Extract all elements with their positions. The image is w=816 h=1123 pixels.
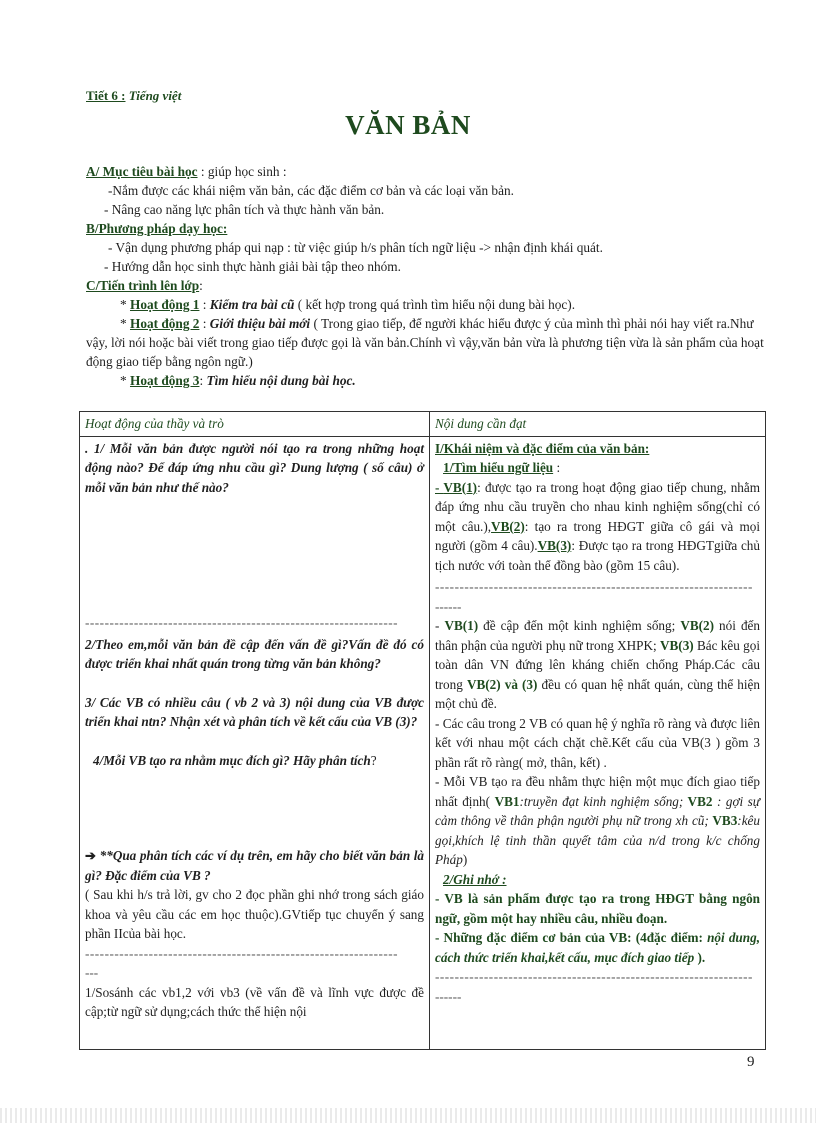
- activity-2-sep: :: [199, 316, 210, 331]
- activity-1-name: Kiểm tra bài cũ: [209, 297, 295, 312]
- analysis-structure: - Các câu trong 2 VB có quan hệ ý nghĩa rõ ràng và được liên kết với nhau một cách chặt chẽ.Kết cấu của VB(3 ) gồm 3 phần rất rõ ràng( mở, thân, kết) .: [435, 715, 760, 770]
- lesson-header: [86, 88, 181, 104]
- p3-text: - Mỗi VB tạo ra đều nhằm thực hiện một mục đích giao tiếp nhất định(: [435, 774, 760, 809]
- p1-vb23: VB(2) và (3): [466, 676, 538, 692]
- p1-vb1: VB(1): [444, 618, 479, 633]
- memo-2: [435, 928, 760, 967]
- activity-1: * Hoạt động 1 : Kiểm tra bài cũ ( kết hợp trong quá trình tìm hiểu nội dung bài học).: [120, 297, 576, 312]
- col-header-activities: Hoạt động của thầy và trò: [80, 412, 430, 437]
- activity-2-label: Hoạt động 2: [129, 316, 200, 331]
- summary-question-text: **Qua phân tích các ví dụ trên, em hãy cho biết văn bản là gì? Đặc điểm của VB ?: [85, 848, 424, 883]
- divider-cont: ------: [435, 988, 462, 1004]
- activity-2-text: ( Trong giao tiếp, để người khác hiểu được ý của mình thì phải nói hay viết ra.Như vậy, lời nói hoặc bài viết trong giao tiếp được gọi là văn bản.Chính vì vậy,văn bản vừa là phương tiện vừa là sản phẩm của hoạt động giao tiếp bằng ngôn ngữ.): [86, 316, 764, 369]
- p1-text-1: đề cập đến một kinh nghiệm sống;: [478, 618, 681, 633]
- vb1-text: : được tạo ra trong hoạt động giao tiếp chung, nhằm đáp ứng nhu cầu truyền cho nhau kinh nghiệm sống(chỉ có một câu.),: [435, 479, 761, 534]
- summary-note: ( Sau khi h/s trả lời, gv cho 2 đọc phần ghi nhớ trong sách giáo khoa và yêu cầu các em học thuộc).GVtiếp tục chuyển ý sang phần IIcủa bài học.: [85, 887, 424, 941]
- activity-1-text: ( kết hợp trong quá trình tìm hiểu nội dung bài học).: [294, 297, 576, 312]
- divider-cont: ------: [435, 598, 462, 614]
- question-5: 1/Sosánh các vb1,2 với vb3 (về vấn đề và lĩnh vực được đề cập;từ ngữ sử dụng;cách thức thể hiện nội: [85, 984, 424, 1019]
- table-row: [80, 436, 766, 1049]
- method-heading: B/Phương pháp dạy học:: [86, 221, 228, 236]
- memo-2-lead: - Những đặc điểm cơ bản của VB: (4đặc điểm:: [435, 930, 708, 945]
- left-column: [80, 436, 430, 1049]
- activity-3-sep: :: [199, 373, 207, 388]
- question-4-text: 4/Mỗi VB tạo ra nhằm mục đích gì? Hãy phân tích: [93, 752, 371, 768]
- question-4-end: ?: [370, 752, 377, 768]
- analysis-purpose: [435, 772, 760, 870]
- procedure-heading: C/Tiến trình lên lớp: [86, 278, 200, 293]
- memo-2-features: nội dung, cách thức triển khai,kết cấu, mục đích giao tiếp: [435, 930, 760, 965]
- footer-texture: [0, 1108, 816, 1123]
- activity-2-name: Giới thiệu bài mới: [209, 316, 311, 331]
- procedure-line: [86, 276, 766, 295]
- memo-2-end: ).: [694, 949, 706, 965]
- divider: ----------------------------------------------------------------: [85, 615, 399, 630]
- activity-3-name: Tìm hiểu nội dung bài học.: [206, 373, 356, 388]
- divider: -----------------------------------------------------------------: [435, 969, 753, 984]
- right-column: [430, 436, 766, 1049]
- arrow-icon: ➔: [85, 848, 97, 863]
- p1-dash: -: [435, 618, 445, 633]
- p1-text-2: nói đến thân phận của người phụ nữ trong XHPK;: [435, 618, 760, 653]
- subheading-2: 2/Ghi nhớ :: [443, 871, 507, 887]
- question-2: 2/Theo em,mỗi văn bản đề cập đến vấn đề gì?Vấn đề đó có được triển khai nhất quán trong từng văn bản không?: [85, 636, 424, 671]
- p1-text-3: Bác kêu gọi toàn dân VN đứng lên kháng chiến chống Pháp.Các câu trong: [435, 637, 760, 692]
- divider: -----------------------------------------------------------------: [435, 579, 753, 594]
- p1-vb2: VB(2): [680, 618, 715, 633]
- vb3-text: : Được tạo ra trong HĐGTgiữa chủ tịch nước với toàn thể đồng bào (gồm 15 câu).: [435, 538, 760, 573]
- activity-3-label: Hoạt động 3: [129, 373, 200, 388]
- lesson-table: [79, 411, 766, 1050]
- subheading-1: [435, 458, 760, 478]
- table-header-row: [80, 412, 766, 437]
- objective-item-1: -Nắm được các khái niệm văn bản, các đặc điểm cơ bản và các loại văn bản.: [108, 183, 514, 198]
- vb1-dash: -: [435, 479, 444, 495]
- question-1: . 1/ Mỗi văn bản được người nói tạo ra trong những hoạt động nào? Để đáp ứng nhu cầu gì? Dung lượng ( số câu) ở mỗi văn bản như thế nào?: [85, 440, 424, 495]
- memo-1: - VB là sản phẩm được tạo ra trong HĐGT bằng ngôn ngữ, gồm một hay nhiều câu, nhiều đoạn.: [435, 891, 760, 926]
- procedure-heading-colon: :: [199, 278, 203, 293]
- page-number: 9: [747, 1054, 755, 1070]
- method-item-2: - Hướng dẫn học sinh thực hành giải bài tập theo nhóm.: [104, 259, 401, 274]
- p3-purpose-1: :truyền đạt kinh nghiệm sống;: [519, 793, 684, 809]
- objectives-lead: : giúp học sinh :: [200, 164, 287, 179]
- p3-end: ): [462, 852, 468, 867]
- activity-1-sep: :: [199, 297, 210, 312]
- activity-3: * Hoạt động 3: Tìm hiểu nội dung bài học.: [120, 373, 356, 388]
- activity-1-label: Hoạt động 1: [129, 297, 200, 312]
- data-analysis: [435, 478, 760, 576]
- page-title: VĂN BẢN: [345, 110, 471, 140]
- intro-section: [86, 162, 766, 390]
- subheading-1-colon: :: [553, 460, 561, 475]
- p1-text-4: đều có quan hệ nhất quán, cùng thể hiện một chủ đề.: [435, 676, 761, 711]
- objectives-heading: A/ Mục tiêu bài học: [86, 164, 198, 179]
- lesson-label: Tiết 6 :: [86, 88, 126, 103]
- activity-2: * Hoạt động 2 : Giới thiệu bài mới ( Trong giao tiếp, để người khác hiểu được ý của mình thì phải nói hay viết ra.Như vậy, lời nói hoặc bài viết trong giao tiếp được gọi là văn bản.Chính vì vậy,văn bản vừa là phương tiện vừa là sản phẩm của hoạt động giao tiếp bằng ngôn ngữ.): [86, 316, 764, 369]
- analysis-topics: [435, 616, 760, 714]
- section-heading-1: I/Khái niệm và đặc điểm của văn bản:: [435, 440, 650, 456]
- vb3-label: VB(3): [537, 538, 572, 553]
- question-4: [85, 751, 424, 771]
- p3-vb3: VB3: [708, 813, 738, 828]
- p1-vb3: VB(3): [659, 637, 694, 653]
- subheading-1-text: 1/Tìm hiểu ngữ liệu: [443, 460, 554, 475]
- summary-question: [85, 846, 424, 885]
- objectives-line: [86, 162, 766, 181]
- objective-item-2: - Nâng cao năng lực phân tích và thực hành văn bản.: [104, 202, 385, 217]
- lesson-subject: Tiếng việt: [128, 88, 182, 103]
- col-header-content: Nội dung cần đạt: [430, 412, 766, 437]
- p3-purpose-2: : gợi sự cảm thông về thân phận người phụ nữ trong xh cũ;: [435, 793, 760, 828]
- p3-vb1: VB1: [494, 793, 520, 809]
- vb1-label: VB(1): [443, 479, 478, 495]
- divider: ----------------------------------------------------------------: [85, 945, 399, 961]
- p3-vb2: VB2: [683, 793, 713, 809]
- method-item-1: - Vận dụng phương pháp qui nạp : từ việc giúp h/s phân tích ngữ liệu -> nhận định khái quát.: [108, 240, 603, 255]
- vb2-text: : tạo ra trong HĐGT giữa cô gái và mọi người (gồm 4 câu).: [435, 518, 760, 553]
- divider-cont: ---: [85, 965, 99, 980]
- question-3: 3/ Các VB có nhiều câu ( vb 2 và 3) nội dung của VB được triển khai ntn? Nhận xét và phân tích về kết cấu của VB (3)?: [85, 694, 424, 729]
- vb2-label: VB(2): [491, 518, 525, 534]
- p3-purpose-3: :kêu gọi,khích lệ tinh thần quyết tâm của n/d trong k/c chống Pháp: [435, 813, 760, 867]
